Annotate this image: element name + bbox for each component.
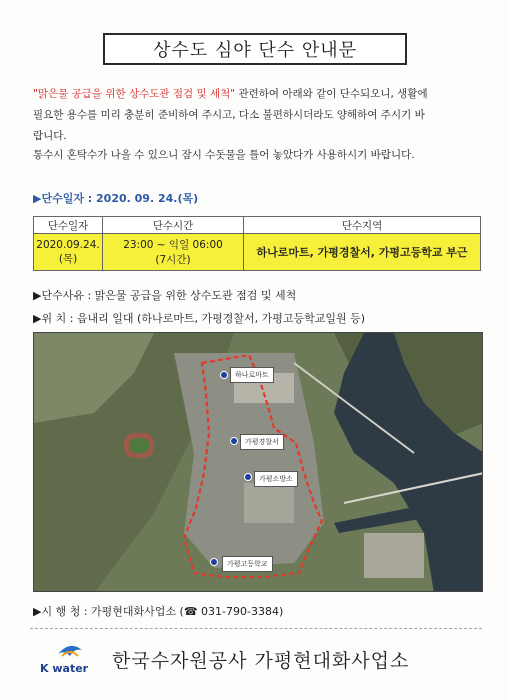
header-date: 단수일자 xyxy=(34,217,103,234)
schedule-table xyxy=(33,216,481,271)
map-pin-school xyxy=(210,558,218,566)
duration-value: (7시간) xyxy=(155,254,191,266)
intro-paragraph xyxy=(33,84,483,147)
map-pin-fire xyxy=(244,473,252,481)
header-time: 단수시간 xyxy=(103,217,244,234)
logo-text: K water xyxy=(40,662,89,675)
turbidity-notice: 통수시 혼탁수가 나올 수 있으니 잠시 수돗물을 틀어 놓았다가 사용하시기 바랍니다. xyxy=(33,149,415,161)
map-pin-police xyxy=(230,437,238,445)
cell-time xyxy=(103,234,244,271)
outage-date: ▶단수일자 : 2020. 09. 24.(목) xyxy=(33,192,199,205)
page-title xyxy=(103,33,407,65)
map-label-school: 가평고등학교 xyxy=(222,556,273,572)
intro-line3: 랍니다. xyxy=(33,130,67,142)
organization-name: 한국수자원공사 가평현대화사업소 xyxy=(112,650,410,672)
intro-line2: 필요한 용수를 미리 충분히 준비하여 주시고, 다소 불편하시더라도 양해하여 주시기 바 xyxy=(33,109,425,121)
cell-date xyxy=(34,234,103,271)
outage-location: ▶위 치 : 읍내리 일대 (하나로마트, 가평경찰서, 가평고등학교일원 등) xyxy=(33,312,365,325)
intro-line1: 관련하여 아래와 같이 단수되오니, 생활에 xyxy=(235,88,428,100)
contact-line: ▶시 행 청 : 가평현대화사업소 (☎ 031-790-3384) xyxy=(33,605,284,618)
footer-divider xyxy=(30,628,482,629)
map-label-fire: 가평소방소 xyxy=(254,471,298,487)
table-header-row xyxy=(34,217,481,234)
outage-map xyxy=(33,332,483,592)
title-text: 상수도 심야 단수 안내문 xyxy=(152,40,358,61)
kwater-logo xyxy=(40,640,100,680)
weekday-value: (목) xyxy=(58,252,78,265)
map-pin-mart xyxy=(220,371,228,379)
time-value: 23:00 ~ 익일 06:00 xyxy=(123,239,223,251)
outage-reason: ▶단수사유 : 맑은물 공급을 위한 상수도관 점검 및 세척 xyxy=(33,289,297,302)
map-label-police: 가평경찰서 xyxy=(240,434,284,450)
table-row xyxy=(34,234,481,271)
date-value: 2020.09.24. xyxy=(36,238,100,251)
header-area: 단수지역 xyxy=(244,217,481,234)
cell-area: 하나로마트, 가평경찰서, 가평고등학교 부근 xyxy=(244,234,481,271)
intro-quote: "맑은물 공급을 위한 상수도관 점검 및 세척" xyxy=(33,88,236,100)
map-label-mart: 하나로마트 xyxy=(230,367,274,383)
